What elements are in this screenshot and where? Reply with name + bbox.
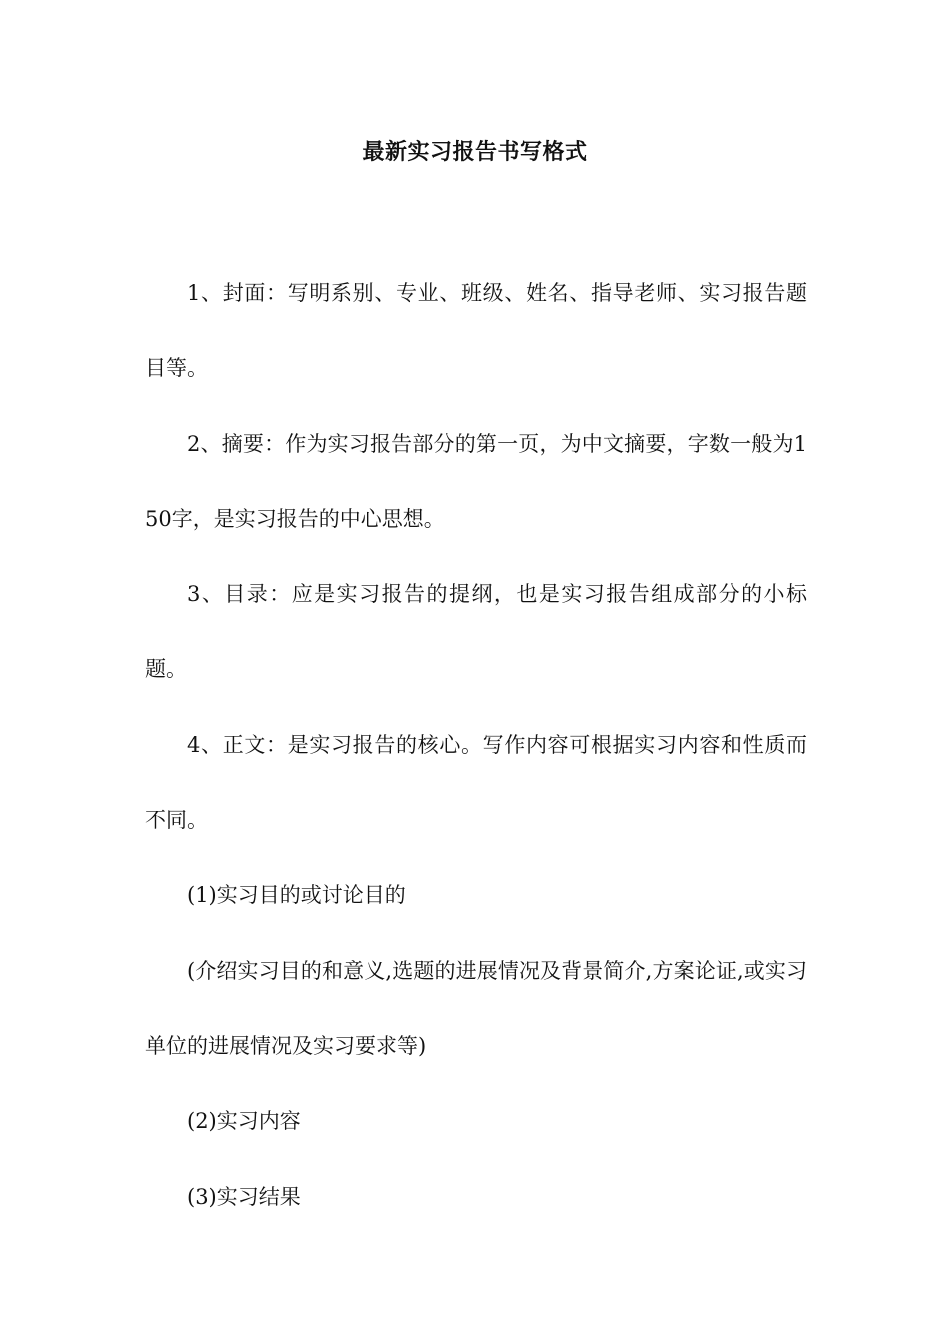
document-title: 最新实习报告书写格式 — [362, 139, 588, 165]
paragraph-purpose-heading: (1)实习目的或讨论目的 — [187, 883, 406, 908]
paragraph-contents: 3、目录：应是实习报告的提纲，也是实习报告组成部分的小标题。 — [145, 582, 807, 682]
paragraph-result-heading: (3)实习结果 — [187, 1184, 301, 1209]
paragraph-purpose-detail: (介绍实习目的和意义,选题的进展情况及背景简介,方案论证,或实习单位的进展情况及实习要求等) — [145, 958, 807, 1058]
paragraph-main-text: 4、正文：是实习报告的核心。写作内容可根据实习内容和性质而不同。 — [145, 732, 807, 833]
paragraph-cover: 1、封面：写明系别、专业、班级、姓名、指导老师、实习报告题目等。 — [145, 281, 807, 381]
paragraph-content-heading: (2)实习内容 — [187, 1109, 301, 1134]
paragraph-abstract: 2、摘要：作为实习报告部分的第一页，为中文摘要，字数一般为150字，是实习报告的中心思想。 — [145, 431, 807, 531]
document-body — [145, 256, 807, 1235]
